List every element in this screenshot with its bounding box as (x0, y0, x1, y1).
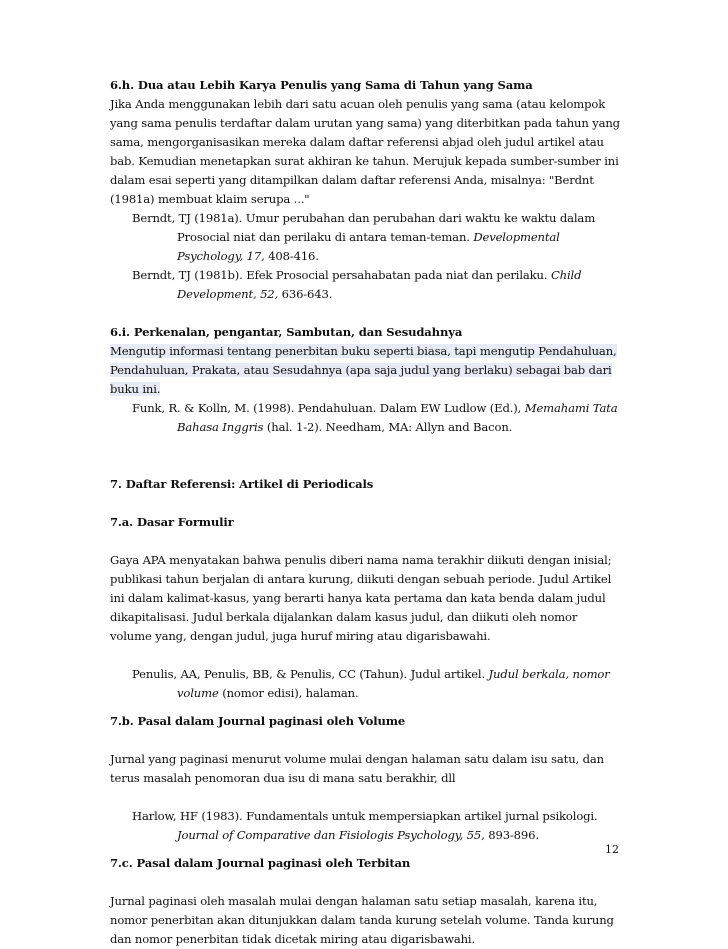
section-6i-heading: 6.i. Perkenalan, pengantar, Sambutan, dan Sesudahnya (110, 325, 463, 339)
reference-berndt-1981b: Berndt, TJ (1981b). Efek Prosocial persahabatan pada niat dan perilaku. Child Development, 52, 636-643. (132, 268, 582, 301)
section-7a-heading: 7.a. Dasar Formulir (110, 515, 234, 529)
section-6h-heading: 6.h. Dua atau Lebih Karya Penulis yang Sama di Tahun yang Sama (110, 78, 533, 92)
document-page (110, 76, 620, 949)
highlighted-text: Mengutip informasi tentang penerbitan buku seperti biasa, tapi mengutip Pendahuluan, Pendahuluan, Prakata, atau Sesudahnya (apa saja judul yang berlaku) sebagai bab dari buku ini. (110, 344, 617, 396)
section-7b-body: Jurnal yang paginasi menurut volume mulai dengan halaman satu dalam isu satu, dan terus masalah penomoran dua isu di mana satu berakhir, dll (110, 752, 604, 785)
section-7b-heading: 7.b. Pasal dalam Journal paginasi oleh Volume (110, 714, 406, 728)
section-6i-body (110, 342, 620, 399)
section-7c-heading: 7.c. Pasal dalam Journal paginasi oleh Terbitan (110, 856, 411, 870)
reference-format-example: Penulis, AA, Penulis, BB, & Penulis, CC (Tahun). Judul artikel. Judul berkala, nomor volume (nomor edisi), halaman. (132, 667, 610, 700)
section-7c-body: Jurnal paginasi oleh masalah mulai dengan halaman satu setiap masalah, karena itu, nomor penerbitan akan ditunjukkan dalam tanda kurung setelah volume. Tanda kurung dan nomor penerbitan tidak dicetak miring atau digarisbawahi. (110, 894, 614, 946)
section-7-heading: 7. Daftar Referensi: Artikel di Periodicals (110, 477, 374, 491)
section-6h-body: Jika Anda menggunakan lebih dari satu acuan oleh penulis yang sama (atau kelompok yang sama penulis terdaftar dalam urutan yang sama) yang diterbitkan pada tahun yang sama, mengorganisasikan mereka dalam daftar referensi abjad oleh judul artikel atau bab. Kemudian menetapkan surat akhiran ke tahun. Merujuk kepada sumber-sumber ini dalam esai seperti yang ditampilkan dalam daftar referensi Anda, misalnya: "Berdnt (1981a) membuat klaim serupa ..." (110, 97, 620, 206)
reference-harlow-1983: Harlow, HF (1983). Fundamentals untuk mempersiapkan artikel jurnal psikologi. Journal of Comparative dan Fisiologis Psychology, 55, 893-896. (132, 809, 598, 842)
page-number: 12 (605, 843, 619, 856)
reference-funk-kolln: Funk, R. & Kolln, M. (1998). Pendahuluan. Dalam EW Ludlow (Ed.), Memahami Tata Bahasa Inggris (hal. 1-2). Needham, MA: Allyn and Bacon. (132, 401, 618, 434)
section-7a-body: Gaya APA menyatakan bahwa penulis diberi nama nama terakhir diikuti dengan inisial; publikasi tahun berjalan di antara kurung, diikuti dengan sebuah periode. Judul Artikel ini dalam kalimat-kasus, yang berarti hanya kata pertama dan kata benda dalam judul dikapitalisasi. Judul berkala dijalankan dalam kasus judul, dan diikuti oleh nomor volume yang, dengan judul, juga huruf miring atau digarisbawahi. (110, 553, 612, 643)
reference-berndt-1981a: Berndt, TJ (1981a). Umur perubahan dan perubahan dari waktu ke waktu dalam Prosocial niat dan perilaku di antara teman-teman. Developmental Psychology, 17, 408-416. (132, 211, 596, 263)
